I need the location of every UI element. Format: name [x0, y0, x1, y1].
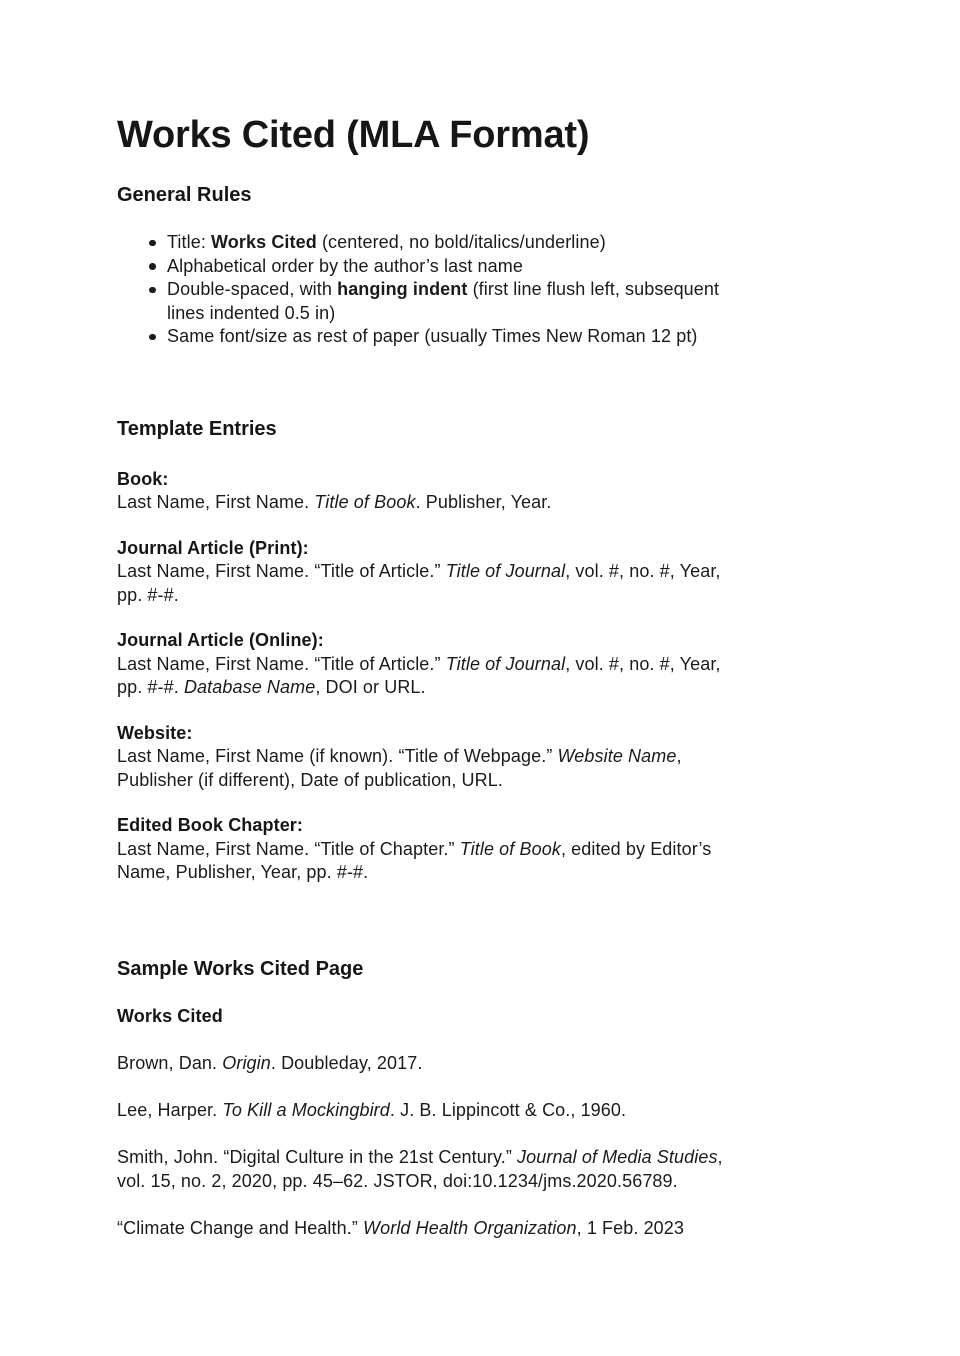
bold-text-run: hanging indent — [337, 279, 468, 299]
italic-text-run: Title of Book — [459, 838, 561, 859]
rule-line — [167, 255, 860, 279]
citation-line — [117, 1217, 860, 1241]
rule-line — [167, 302, 860, 326]
italic-text-run: To Kill a Mockingbird — [222, 1100, 390, 1120]
bold-text-run: Works Cited — [211, 232, 317, 252]
text-run: Last Name, First Name. “Title of Article.” — [117, 653, 446, 674]
rule-item — [117, 231, 860, 255]
italic-text-run: Journal of Media Studies — [517, 1147, 718, 1167]
text-run: Same font/size as rest of paper (usually Times New Roman 12 pt) — [167, 326, 698, 346]
citation — [117, 1099, 860, 1123]
text-run: “Climate Change and Health.” — [117, 1217, 364, 1238]
citation-line — [117, 1052, 860, 1076]
text-run: . Doubleday, 2017. — [270, 1053, 423, 1073]
text-run: Brown, Dan. — [117, 1053, 223, 1073]
entry-label: Edited Book Chapter: — [117, 815, 304, 835]
text-run: Name, Publisher, Year, pp. #-#. — [117, 862, 369, 882]
entry-label: Book: — [117, 468, 169, 489]
text-run: Title: — [167, 232, 212, 252]
entry-text-line — [117, 769, 860, 793]
text-run: Last Name, First Name. “Title of Chapter.” — [117, 838, 460, 859]
template-entry — [117, 537, 860, 608]
rule-item — [117, 325, 860, 349]
section-heading-sample-page: Sample Works Cited Page — [117, 957, 364, 980]
italic-text-run: Title of Journal — [445, 561, 566, 581]
section-heading-general-rules: General Rules — [117, 184, 252, 206]
text-run: pp. #-#. — [117, 584, 179, 605]
text-run: . J. B. Lippincott & Co., 1960. — [389, 1100, 627, 1120]
text-run: (centered, no bold/italics/underline) — [316, 232, 606, 252]
citation — [117, 1146, 860, 1193]
page-title: Works Cited (MLA Format) — [117, 114, 590, 156]
template-entry — [117, 722, 860, 793]
template-entry — [117, 814, 860, 885]
entry-text-line — [117, 560, 860, 584]
template-entries-block — [117, 468, 860, 885]
text-run: (first line flush left, subsequent — [467, 279, 720, 299]
text-run: , vol. #, no. #, Year, — [565, 561, 721, 581]
citation-line — [117, 1099, 860, 1123]
entry-text-line — [117, 745, 860, 769]
text-run: Double-spaced, with — [167, 279, 338, 299]
text-run: pp. #-#. — [117, 677, 184, 697]
entry-text-line — [117, 838, 860, 862]
template-entry — [117, 468, 860, 515]
section-heading-template-entries: Template Entries — [117, 417, 277, 440]
italic-text-run: Title of Book — [314, 492, 416, 512]
rule-item — [117, 278, 860, 325]
sample-works-cited-title: Works Cited — [117, 1006, 223, 1026]
italic-text-run: Title of Journal — [445, 653, 566, 674]
rule-line — [167, 231, 860, 255]
rule-item — [117, 255, 860, 279]
text-run: , — [717, 1147, 723, 1167]
entry-label: Website: — [117, 722, 193, 743]
text-run: Publisher (if different), Date of publication, URL. — [117, 769, 503, 790]
text-run: , edited by Editor’s — [560, 838, 712, 859]
text-run: Smith, John. “Digital Culture in the 21st Century.” — [117, 1147, 518, 1167]
entry-text-line — [117, 861, 860, 885]
text-run: . Publisher, Year. — [415, 492, 552, 512]
citations-block — [117, 1052, 860, 1240]
text-run: , 1 Feb. 2023 — [576, 1217, 685, 1238]
entry-text-line — [117, 491, 860, 515]
text-run: Last Name, First Name. — [117, 492, 315, 512]
rule-line — [167, 325, 860, 349]
italic-text-run: Website Name — [557, 746, 677, 766]
entry-text-line — [117, 676, 860, 700]
general-rules-list — [117, 231, 860, 349]
text-run: Alphabetical order by the author’s last name — [167, 255, 523, 276]
italic-text-run: World Health Organization — [363, 1217, 577, 1238]
citation — [117, 1217, 860, 1241]
template-entry — [117, 629, 860, 700]
citation-line — [117, 1170, 860, 1194]
text-run: Last Name, First Name (if known). “Title of Webpage.” — [117, 746, 558, 766]
rule-line — [167, 278, 860, 302]
citation-line — [117, 1146, 860, 1170]
italic-text-run: Database Name — [183, 677, 316, 697]
text-run: , vol. #, no. #, Year, — [565, 653, 721, 674]
citation — [117, 1052, 860, 1076]
text-run: , — [676, 746, 682, 766]
entry-text-line — [117, 653, 860, 677]
text-run: vol. 15, no. 2, 2020, pp. 45–62. JSTOR, doi:10.1234/jms.2020.56789. — [117, 1170, 678, 1191]
italic-text-run: Origin — [222, 1053, 271, 1073]
text-run: , DOI or URL. — [315, 677, 426, 697]
text-run: Last Name, First Name. “Title of Article.” — [117, 561, 446, 581]
entry-label: Journal Article (Online): — [117, 630, 324, 650]
entry-label: Journal Article (Print): — [117, 537, 309, 558]
text-run: Lee, Harper. — [117, 1100, 223, 1120]
text-run: lines indented 0.5 in) — [167, 302, 336, 323]
entry-text-line — [117, 584, 860, 608]
